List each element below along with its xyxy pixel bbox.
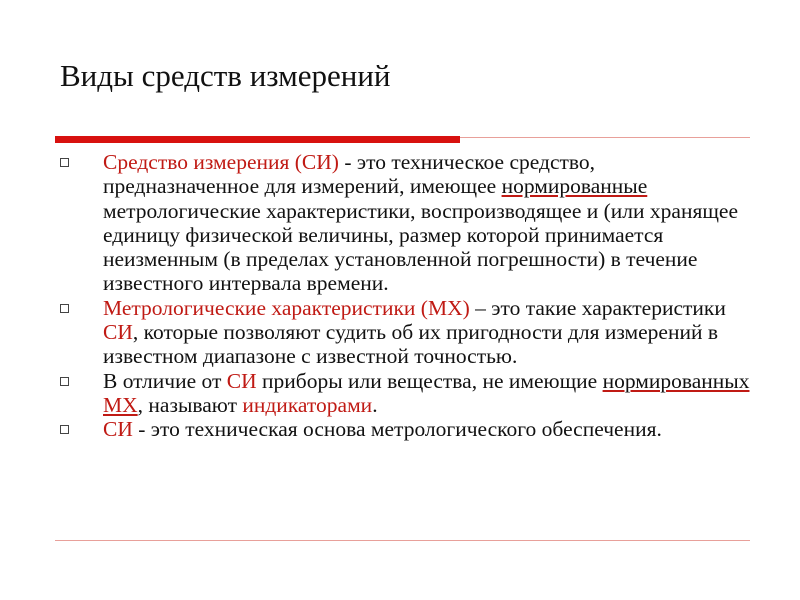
term-si-inline: СИ: [226, 368, 257, 393]
bullet-text: , которые позволяют судить об их пригодности для измерений в известном диапазоне с известной точностью.: [103, 320, 719, 369]
bullet-item-indicators: [55, 369, 755, 418]
bullet-text: - это техническое средство, предназначенное для измерений, имеющее: [103, 150, 596, 199]
bullet-text: , называют: [137, 392, 243, 417]
bullet-text: метрологические характеристики, воспроизводящее и (или хранящее единицу физической величины, размер которой принимается неизменным (в пределах установленной погрешности) в течение известного интервала времени.: [103, 198, 738, 296]
term-mx: Метрологические характеристики (МХ): [103, 295, 470, 320]
term-mx-link[interactable]: МХ: [103, 392, 138, 417]
term-normalized-link[interactable]: нормированные: [501, 174, 648, 199]
bullet-text: приборы или вещества, не имеющие: [256, 368, 603, 393]
hollow-square-bullet-icon: [60, 425, 69, 434]
hollow-square-bullet-icon: [60, 158, 69, 167]
bullet-item-si-basis: [55, 417, 755, 441]
term-indicators: индикаторами: [242, 392, 373, 417]
hollow-square-bullet-icon: [60, 377, 69, 386]
slide-content: [55, 150, 755, 442]
bullet-text: В отличие от: [103, 368, 227, 393]
hollow-square-bullet-icon: [60, 304, 69, 313]
bullet-text: – это такие характеристики: [469, 295, 726, 320]
term-si: СИ: [103, 417, 133, 442]
term-si: Средство измерения (СИ): [103, 150, 339, 174]
slide-title: Виды средств измерений: [60, 58, 391, 93]
title-divider-accent: [55, 136, 460, 143]
term-normalized-link[interactable]: нормированных: [602, 368, 750, 393]
bullet-item-si-definition: [55, 150, 755, 296]
bullet-item-mx-definition: [55, 296, 755, 369]
bottom-divider: [55, 540, 750, 541]
bullet-text: .: [372, 392, 378, 417]
bullet-text: - это техническая основа метрологического обеспечения.: [132, 417, 662, 442]
term-si-inline: СИ: [103, 320, 133, 345]
